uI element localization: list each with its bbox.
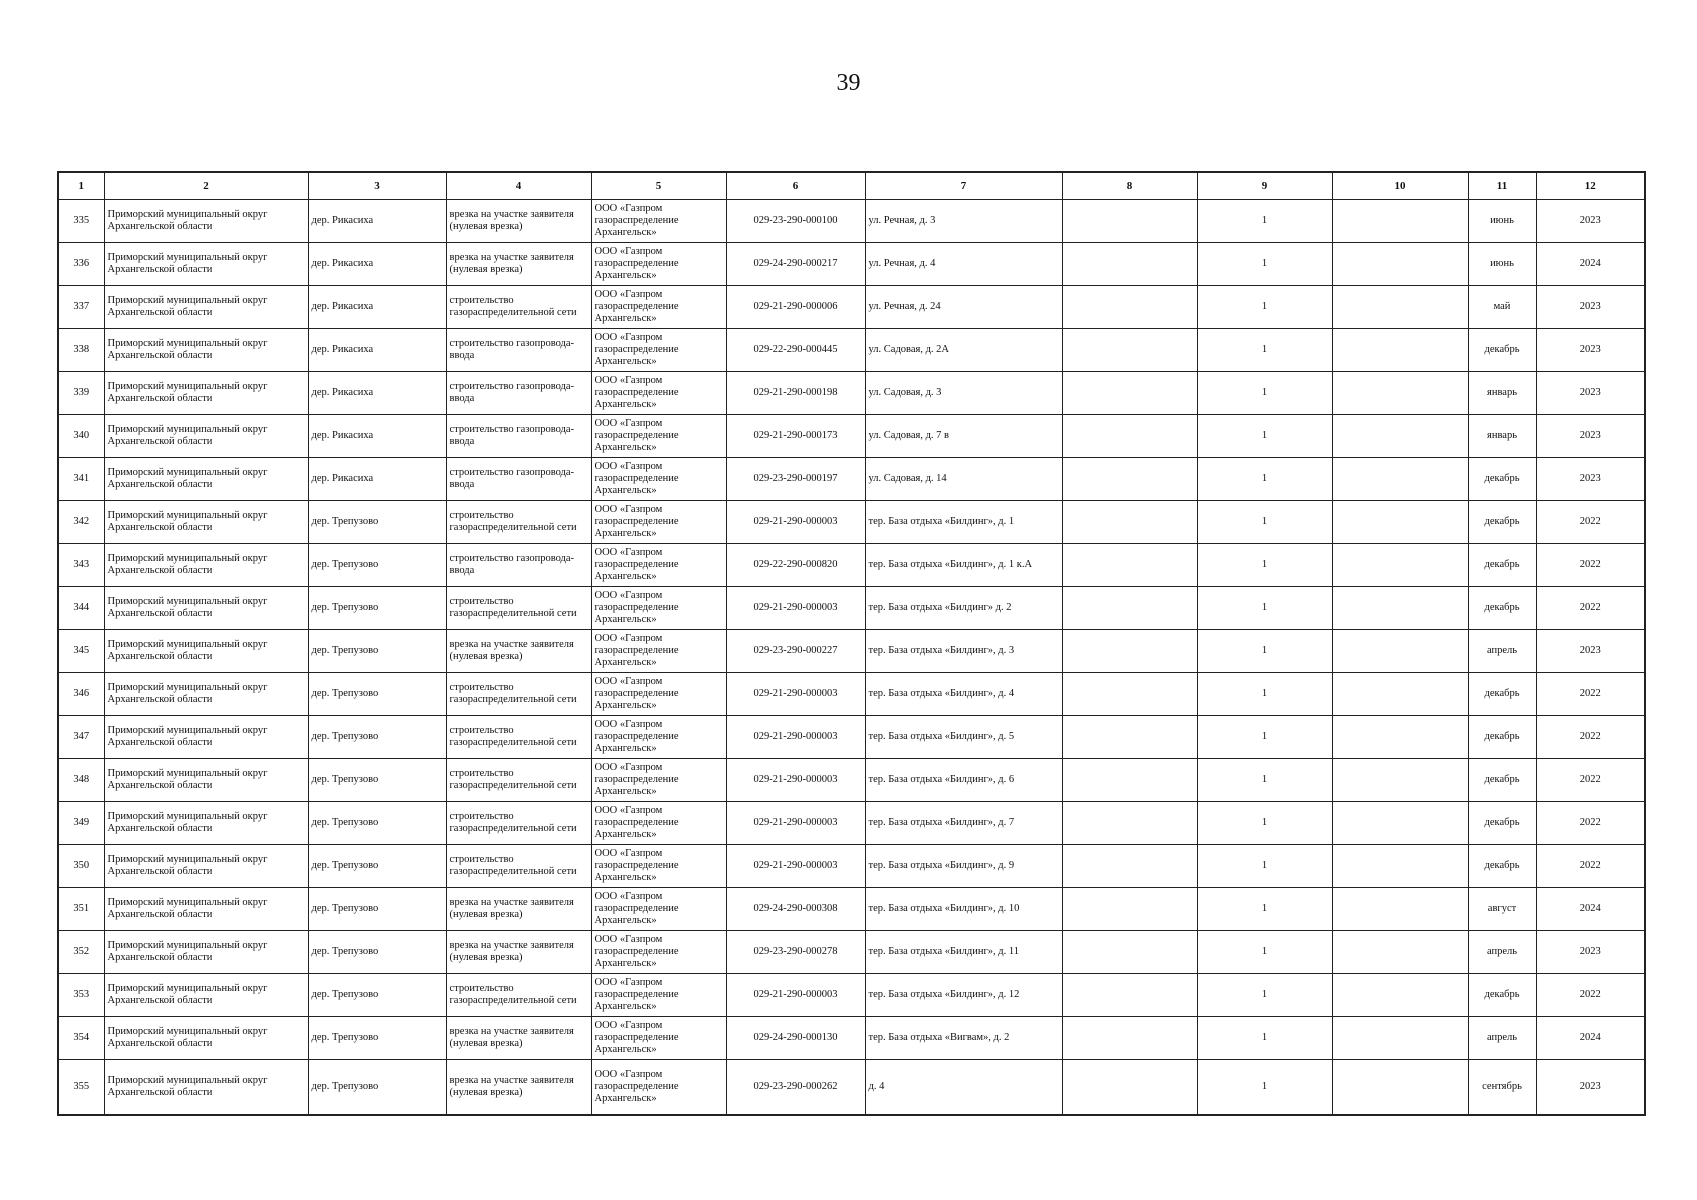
row-number: 337 <box>58 286 104 329</box>
table-row <box>58 329 1645 372</box>
table-row <box>58 974 1645 1017</box>
column-10-cell <box>1332 458 1468 501</box>
column-10-cell <box>1332 544 1468 587</box>
object-code-cell: 029-24-290-000308 <box>726 888 865 931</box>
column-8-cell <box>1062 716 1197 759</box>
year-cell: 2023 <box>1536 1060 1645 1115</box>
month-cell: апрель <box>1468 1017 1536 1060</box>
row-number: 347 <box>58 716 104 759</box>
object-code-cell: 029-23-290-000100 <box>726 200 865 243</box>
quantity-cell: 1 <box>1197 716 1332 759</box>
year-cell: 2022 <box>1536 544 1645 587</box>
locality-cell: дер. Рикасиха <box>308 200 446 243</box>
quantity-cell: 1 <box>1197 759 1332 802</box>
object-code-cell: 029-21-290-000173 <box>726 415 865 458</box>
column-10-cell <box>1332 931 1468 974</box>
address-cell: ул. Садовая, д. 14 <box>865 458 1062 501</box>
table-row <box>58 544 1645 587</box>
work-type-cell: строительство газораспределительной сети <box>446 974 591 1017</box>
year-cell: 2023 <box>1536 458 1645 501</box>
municipality-cell: Приморский муниципальный округ Архангельской области <box>104 243 308 286</box>
column-10-cell <box>1332 200 1468 243</box>
year-cell: 2022 <box>1536 673 1645 716</box>
organization-cell: ООО «Газпром газораспределение Архангельск» <box>591 716 726 759</box>
page-number: 39 <box>836 70 861 96</box>
table-row <box>58 1060 1645 1115</box>
address-cell: тер. База отдыха «Билдинг», д. 10 <box>865 888 1062 931</box>
column-header-4: 4 <box>446 172 591 200</box>
month-cell: апрель <box>1468 630 1536 673</box>
work-type-cell: строительство газораспределительной сети <box>446 587 591 630</box>
column-8-cell <box>1062 673 1197 716</box>
row-number: 348 <box>58 759 104 802</box>
organization-cell: ООО «Газпром газораспределение Архангельск» <box>591 200 726 243</box>
month-cell: январь <box>1468 372 1536 415</box>
column-10-cell <box>1332 888 1468 931</box>
municipality-cell: Приморский муниципальный округ Архангельской области <box>104 673 308 716</box>
month-cell: август <box>1468 888 1536 931</box>
column-8-cell <box>1062 458 1197 501</box>
quantity-cell: 1 <box>1197 888 1332 931</box>
address-cell: ул. Садовая, д. 3 <box>865 372 1062 415</box>
locality-cell: дер. Рикасиха <box>308 415 446 458</box>
work-type-cell: строительство газораспределительной сети <box>446 286 591 329</box>
work-type-cell: врезка на участке заявителя (нулевая врезка) <box>446 243 591 286</box>
month-cell: декабрь <box>1468 544 1536 587</box>
quantity-cell: 1 <box>1197 630 1332 673</box>
row-number: 340 <box>58 415 104 458</box>
object-code-cell: 029-23-290-000227 <box>726 630 865 673</box>
work-type-cell: врезка на участке заявителя (нулевая врезка) <box>446 630 591 673</box>
object-code-cell: 029-23-290-000278 <box>726 931 865 974</box>
row-number: 336 <box>58 243 104 286</box>
year-cell: 2022 <box>1536 716 1645 759</box>
row-number: 341 <box>58 458 104 501</box>
work-type-cell: строительство газопровода-ввода <box>446 544 591 587</box>
locality-cell: дер. Трепузово <box>308 1060 446 1115</box>
municipality-cell: Приморский муниципальный округ Архангельской области <box>104 802 308 845</box>
organization-cell: ООО «Газпром газораспределение Архангельск» <box>591 673 726 716</box>
address-cell: тер. База отдыха «Вигвам», д. 2 <box>865 1017 1062 1060</box>
column-8-cell <box>1062 587 1197 630</box>
month-cell: декабрь <box>1468 587 1536 630</box>
object-code-cell: 029-21-290-000003 <box>726 974 865 1017</box>
organization-cell: ООО «Газпром газораспределение Архангельск» <box>591 415 726 458</box>
row-number: 350 <box>58 845 104 888</box>
column-8-cell <box>1062 1017 1197 1060</box>
object-code-cell: 029-21-290-000003 <box>726 587 865 630</box>
quantity-cell: 1 <box>1197 931 1332 974</box>
registry-table <box>57 171 1646 1116</box>
address-cell: тер. База отдыха «Билдинг», д. 11 <box>865 931 1062 974</box>
column-8-cell <box>1062 630 1197 673</box>
quantity-cell: 1 <box>1197 501 1332 544</box>
object-code-cell: 029-21-290-000003 <box>726 501 865 544</box>
object-code-cell: 029-22-290-000445 <box>726 329 865 372</box>
address-cell: тер. База отдыха «Билдинг», д. 5 <box>865 716 1062 759</box>
column-8-cell <box>1062 845 1197 888</box>
municipality-cell: Приморский муниципальный округ Архангельской области <box>104 1017 308 1060</box>
work-type-cell: врезка на участке заявителя (нулевая врезка) <box>446 888 591 931</box>
organization-cell: ООО «Газпром газораспределение Архангельск» <box>591 931 726 974</box>
address-cell: ул. Садовая, д. 2А <box>865 329 1062 372</box>
column-10-cell <box>1332 759 1468 802</box>
table-row <box>58 716 1645 759</box>
object-code-cell: 029-21-290-000003 <box>726 673 865 716</box>
year-cell: 2022 <box>1536 802 1645 845</box>
locality-cell: дер. Рикасиха <box>308 372 446 415</box>
municipality-cell: Приморский муниципальный округ Архангельской области <box>104 501 308 544</box>
year-cell: 2023 <box>1536 630 1645 673</box>
year-cell: 2022 <box>1536 974 1645 1017</box>
table-row <box>58 802 1645 845</box>
column-10-cell <box>1332 1060 1468 1115</box>
address-cell: тер. База отдыха «Билдинг», д. 9 <box>865 845 1062 888</box>
month-cell: декабрь <box>1468 845 1536 888</box>
year-cell: 2022 <box>1536 845 1645 888</box>
table-row <box>58 415 1645 458</box>
organization-cell: ООО «Газпром газораспределение Архангельск» <box>591 372 726 415</box>
object-code-cell: 029-21-290-000198 <box>726 372 865 415</box>
organization-cell: ООО «Газпром газораспределение Архангельск» <box>591 243 726 286</box>
month-cell: декабрь <box>1468 802 1536 845</box>
column-10-cell <box>1332 329 1468 372</box>
quantity-cell: 1 <box>1197 544 1332 587</box>
work-type-cell: строительство газопровода-ввода <box>446 458 591 501</box>
quantity-cell: 1 <box>1197 1017 1332 1060</box>
column-10-cell <box>1332 673 1468 716</box>
municipality-cell: Приморский муниципальный округ Архангельской области <box>104 372 308 415</box>
row-number: 344 <box>58 587 104 630</box>
year-cell: 2023 <box>1536 200 1645 243</box>
work-type-cell: строительство газораспределительной сети <box>446 716 591 759</box>
table-row <box>58 931 1645 974</box>
table-row <box>58 673 1645 716</box>
row-number: 355 <box>58 1060 104 1115</box>
locality-cell: дер. Рикасиха <box>308 286 446 329</box>
quantity-cell: 1 <box>1197 974 1332 1017</box>
address-cell: тер. База отдыха «Билдинг», д. 1 к.А <box>865 544 1062 587</box>
row-number: 335 <box>58 200 104 243</box>
municipality-cell: Приморский муниципальный округ Архангельской области <box>104 716 308 759</box>
work-type-cell: строительство газораспределительной сети <box>446 501 591 544</box>
table-row <box>58 630 1645 673</box>
year-cell: 2023 <box>1536 286 1645 329</box>
column-10-cell <box>1332 974 1468 1017</box>
column-10-cell <box>1332 716 1468 759</box>
address-cell: тер. База отдыха «Билдинг», д. 6 <box>865 759 1062 802</box>
work-type-cell: строительство газораспределительной сети <box>446 759 591 802</box>
organization-cell: ООО «Газпром газораспределение Архангельск» <box>591 329 726 372</box>
object-code-cell: 029-24-290-000130 <box>726 1017 865 1060</box>
table-row <box>58 759 1645 802</box>
locality-cell: дер. Трепузово <box>308 544 446 587</box>
address-cell: тер. База отдыха «Билдинг», д. 12 <box>865 974 1062 1017</box>
table-row <box>58 458 1645 501</box>
table-body <box>58 200 1645 1115</box>
municipality-cell: Приморский муниципальный округ Архангельской области <box>104 630 308 673</box>
work-type-cell: строительство газопровода-ввода <box>446 415 591 458</box>
address-cell: ул. Речная, д. 4 <box>865 243 1062 286</box>
address-cell: тер. База отдыха «Билдинг» д. 2 <box>865 587 1062 630</box>
municipality-cell: Приморский муниципальный округ Архангельской области <box>104 544 308 587</box>
municipality-cell: Приморский муниципальный округ Архангельской области <box>104 200 308 243</box>
locality-cell: дер. Трепузово <box>308 931 446 974</box>
work-type-cell: врезка на участке заявителя (нулевая врезка) <box>446 1017 591 1060</box>
column-10-cell <box>1332 243 1468 286</box>
column-8-cell <box>1062 200 1197 243</box>
column-10-cell <box>1332 802 1468 845</box>
municipality-cell: Приморский муниципальный округ Архангельской области <box>104 888 308 931</box>
column-header-6: 6 <box>726 172 865 200</box>
column-8-cell <box>1062 802 1197 845</box>
column-10-cell <box>1332 845 1468 888</box>
year-cell: 2022 <box>1536 501 1645 544</box>
organization-cell: ООО «Газпром газораспределение Архангельск» <box>591 845 726 888</box>
month-cell: май <box>1468 286 1536 329</box>
address-cell: ул. Речная, д. 24 <box>865 286 1062 329</box>
locality-cell: дер. Трепузово <box>308 716 446 759</box>
row-number: 342 <box>58 501 104 544</box>
quantity-cell: 1 <box>1197 802 1332 845</box>
work-type-cell: врезка на участке заявителя (нулевая врезка) <box>446 931 591 974</box>
object-code-cell: 029-21-290-000003 <box>726 716 865 759</box>
municipality-cell: Приморский муниципальный округ Архангельской области <box>104 845 308 888</box>
column-8-cell <box>1062 931 1197 974</box>
column-8-cell <box>1062 415 1197 458</box>
column-header-9: 9 <box>1197 172 1332 200</box>
column-8-cell <box>1062 759 1197 802</box>
municipality-cell: Приморский муниципальный округ Архангельской области <box>104 587 308 630</box>
column-8-cell <box>1062 974 1197 1017</box>
table-row <box>58 845 1645 888</box>
row-number: 351 <box>58 888 104 931</box>
year-cell: 2024 <box>1536 888 1645 931</box>
municipality-cell: Приморский муниципальный округ Архангельской области <box>104 458 308 501</box>
object-code-cell: 029-24-290-000217 <box>726 243 865 286</box>
column-header-12: 12 <box>1536 172 1645 200</box>
column-10-cell <box>1332 630 1468 673</box>
table-row <box>58 286 1645 329</box>
locality-cell: дер. Трепузово <box>308 802 446 845</box>
locality-cell: дер. Трепузово <box>308 845 446 888</box>
municipality-cell: Приморский муниципальный округ Архангельской области <box>104 974 308 1017</box>
column-8-cell <box>1062 501 1197 544</box>
table-row <box>58 200 1645 243</box>
year-cell: 2023 <box>1536 931 1645 974</box>
organization-cell: ООО «Газпром газораспределение Архангельск» <box>591 458 726 501</box>
organization-cell: ООО «Газпром газораспределение Архангельск» <box>591 286 726 329</box>
table-row <box>58 1017 1645 1060</box>
organization-cell: ООО «Газпром газораспределение Архангельск» <box>591 630 726 673</box>
quantity-cell: 1 <box>1197 845 1332 888</box>
object-code-cell: 029-21-290-000003 <box>726 802 865 845</box>
column-10-cell <box>1332 587 1468 630</box>
municipality-cell: Приморский муниципальный округ Архангельской области <box>104 931 308 974</box>
locality-cell: дер. Трепузово <box>308 974 446 1017</box>
row-number: 345 <box>58 630 104 673</box>
work-type-cell: врезка на участке заявителя (нулевая врезка) <box>446 1060 591 1115</box>
organization-cell: ООО «Газпром газораспределение Архангельск» <box>591 1060 726 1115</box>
locality-cell: дер. Трепузово <box>308 888 446 931</box>
quantity-cell: 1 <box>1197 673 1332 716</box>
quantity-cell: 1 <box>1197 587 1332 630</box>
address-cell: д. 4 <box>865 1060 1062 1115</box>
year-cell: 2023 <box>1536 329 1645 372</box>
organization-cell: ООО «Газпром газораспределение Архангельск» <box>591 759 726 802</box>
row-number: 338 <box>58 329 104 372</box>
municipality-cell: Приморский муниципальный округ Архангельской области <box>104 1060 308 1115</box>
organization-cell: ООО «Газпром газораспределение Архангельск» <box>591 544 726 587</box>
address-cell: тер. База отдыха «Билдинг», д. 1 <box>865 501 1062 544</box>
month-cell: июнь <box>1468 243 1536 286</box>
work-type-cell: врезка на участке заявителя (нулевая врезка) <box>446 200 591 243</box>
month-cell: декабрь <box>1468 329 1536 372</box>
object-code-cell: 029-23-290-000197 <box>726 458 865 501</box>
column-8-cell <box>1062 243 1197 286</box>
row-number: 339 <box>58 372 104 415</box>
locality-cell: дер. Рикасиха <box>308 329 446 372</box>
month-cell: январь <box>1468 415 1536 458</box>
object-code-cell: 029-23-290-000262 <box>726 1060 865 1115</box>
column-10-cell <box>1332 286 1468 329</box>
address-cell: ул. Садовая, д. 7 в <box>865 415 1062 458</box>
locality-cell: дер. Трепузово <box>308 501 446 544</box>
organization-cell: ООО «Газпром газораспределение Архангельск» <box>591 587 726 630</box>
year-cell: 2023 <box>1536 415 1645 458</box>
table-row <box>58 243 1645 286</box>
organization-cell: ООО «Газпром газораспределение Архангельск» <box>591 888 726 931</box>
year-cell: 2022 <box>1536 587 1645 630</box>
quantity-cell: 1 <box>1197 329 1332 372</box>
quantity-cell: 1 <box>1197 243 1332 286</box>
month-cell: декабрь <box>1468 458 1536 501</box>
address-cell: тер. База отдыха «Билдинг», д. 4 <box>865 673 1062 716</box>
quantity-cell: 1 <box>1197 1060 1332 1115</box>
column-header-8: 8 <box>1062 172 1197 200</box>
month-cell: декабрь <box>1468 501 1536 544</box>
work-type-cell: строительство газораспределительной сети <box>446 673 591 716</box>
object-code-cell: 029-21-290-000003 <box>726 759 865 802</box>
month-cell: декабрь <box>1468 974 1536 1017</box>
month-cell: декабрь <box>1468 673 1536 716</box>
locality-cell: дер. Рикасиха <box>308 458 446 501</box>
column-10-cell <box>1332 415 1468 458</box>
quantity-cell: 1 <box>1197 415 1332 458</box>
column-header-10: 10 <box>1332 172 1468 200</box>
organization-cell: ООО «Газпром газораспределение Архангельск» <box>591 1017 726 1060</box>
table-row <box>58 888 1645 931</box>
column-8-cell <box>1062 1060 1197 1115</box>
table-row <box>58 501 1645 544</box>
locality-cell: дер. Рикасиха <box>308 243 446 286</box>
locality-cell: дер. Трепузово <box>308 759 446 802</box>
year-cell: 2022 <box>1536 759 1645 802</box>
header-row <box>58 172 1645 200</box>
column-8-cell <box>1062 888 1197 931</box>
object-code-cell: 029-21-290-000003 <box>726 845 865 888</box>
organization-cell: ООО «Газпром газораспределение Архангельск» <box>591 974 726 1017</box>
month-cell: июнь <box>1468 200 1536 243</box>
work-type-cell: строительство газораспределительной сети <box>446 802 591 845</box>
month-cell: апрель <box>1468 931 1536 974</box>
year-cell: 2023 <box>1536 372 1645 415</box>
quantity-cell: 1 <box>1197 200 1332 243</box>
quantity-cell: 1 <box>1197 286 1332 329</box>
year-cell: 2024 <box>1536 243 1645 286</box>
municipality-cell: Приморский муниципальный округ Архангельской области <box>104 286 308 329</box>
table-row <box>58 587 1645 630</box>
column-10-cell <box>1332 501 1468 544</box>
table-row <box>58 372 1645 415</box>
work-type-cell: строительство газопровода-ввода <box>446 372 591 415</box>
locality-cell: дер. Трепузово <box>308 630 446 673</box>
locality-cell: дер. Трепузово <box>308 673 446 716</box>
column-header-7: 7 <box>865 172 1062 200</box>
year-cell: 2024 <box>1536 1017 1645 1060</box>
object-code-cell: 029-22-290-000820 <box>726 544 865 587</box>
column-10-cell <box>1332 1017 1468 1060</box>
work-type-cell: строительство газопровода-ввода <box>446 329 591 372</box>
column-8-cell <box>1062 286 1197 329</box>
organization-cell: ООО «Газпром газораспределение Архангельск» <box>591 501 726 544</box>
column-8-cell <box>1062 372 1197 415</box>
column-header-5: 5 <box>591 172 726 200</box>
municipality-cell: Приморский муниципальный округ Архангельской области <box>104 759 308 802</box>
column-10-cell <box>1332 372 1468 415</box>
column-header-11: 11 <box>1468 172 1536 200</box>
quantity-cell: 1 <box>1197 372 1332 415</box>
locality-cell: дер. Трепузово <box>308 587 446 630</box>
month-cell: декабрь <box>1468 759 1536 802</box>
municipality-cell: Приморский муниципальный округ Архангельской области <box>104 329 308 372</box>
organization-cell: ООО «Газпром газораспределение Архангельск» <box>591 802 726 845</box>
column-8-cell <box>1062 329 1197 372</box>
quantity-cell: 1 <box>1197 458 1332 501</box>
locality-cell: дер. Трепузово <box>308 1017 446 1060</box>
work-type-cell: строительство газораспределительной сети <box>446 845 591 888</box>
row-number: 352 <box>58 931 104 974</box>
object-code-cell: 029-21-290-000006 <box>726 286 865 329</box>
row-number: 343 <box>58 544 104 587</box>
municipality-cell: Приморский муниципальный округ Архангельской области <box>104 415 308 458</box>
column-8-cell <box>1062 544 1197 587</box>
month-cell: сентябрь <box>1468 1060 1536 1115</box>
column-header-2: 2 <box>104 172 308 200</box>
address-cell: тер. База отдыха «Билдинг», д. 7 <box>865 802 1062 845</box>
column-header-3: 3 <box>308 172 446 200</box>
column-header-1: 1 <box>58 172 104 200</box>
row-number: 349 <box>58 802 104 845</box>
row-number: 354 <box>58 1017 104 1060</box>
row-number: 346 <box>58 673 104 716</box>
address-cell: ул. Речная, д. 3 <box>865 200 1062 243</box>
row-number: 353 <box>58 974 104 1017</box>
address-cell: тер. База отдыха «Билдинг», д. 3 <box>865 630 1062 673</box>
month-cell: декабрь <box>1468 716 1536 759</box>
